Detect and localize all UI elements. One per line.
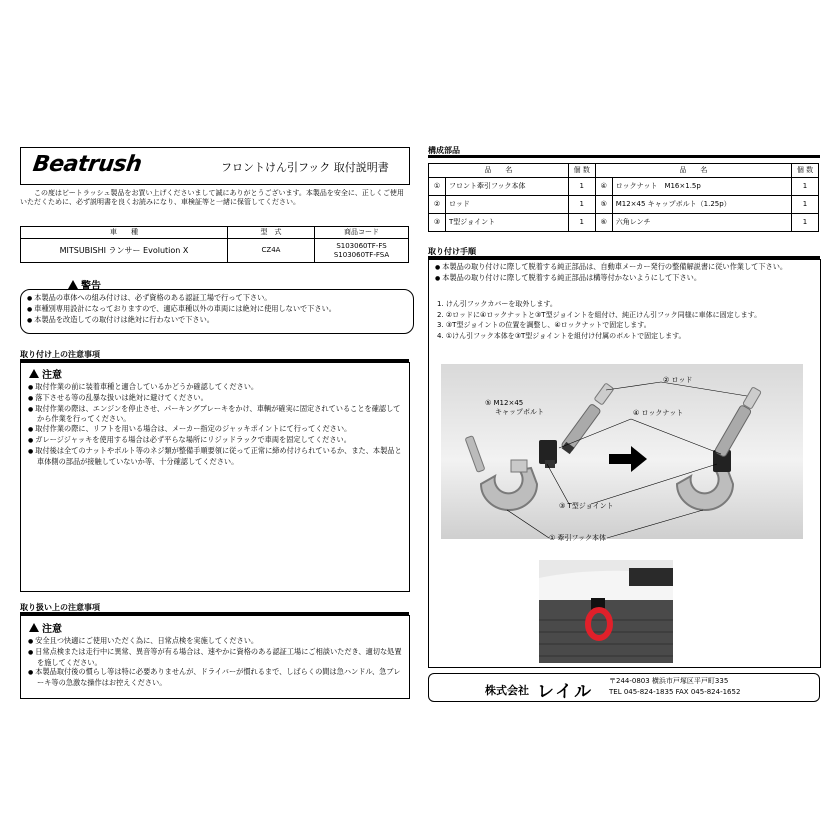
parts-title: 構成部品 (428, 146, 460, 155)
part-qty: 1 (568, 196, 595, 214)
part-qty: 1 (792, 196, 819, 214)
installed-photo (539, 560, 673, 663)
parts-bar (428, 155, 820, 158)
warning-heading-text: 警告 (81, 281, 101, 292)
brand-logo: Beatrush (31, 152, 144, 177)
procedure-step: 1. けん引フックカバーを取外します。 (437, 300, 557, 308)
label-bolt (485, 399, 544, 417)
product-codes (315, 239, 409, 263)
install-note-item: ● ガレージジャッキを使用する場合は必ず平らな場所にリジッドラックで車両を固定してください。 (28, 435, 404, 446)
company-label: 株式会社 (485, 684, 529, 697)
right-arrow-icon (609, 446, 647, 472)
part-no: ④ (595, 178, 612, 196)
warning-box (20, 289, 414, 334)
part-name: ロッド (446, 196, 569, 214)
install-note-item: ● 取付後は全てのナットやボルト等のネジ類が整備手順要領に従って正常に締め付けられているか、また、本製品と車体側の部品が接触していないか等、十分確認してください。 (28, 446, 404, 467)
parts-name-header: 品 名 (595, 164, 791, 178)
handling-notes-title: 取り扱い上の注意事項 (20, 603, 100, 612)
label-hook: ① 牽引フック本体 (549, 534, 607, 542)
part-qty: 1 (792, 178, 819, 196)
part-qty: 1 (568, 214, 595, 232)
procedure-note: ● 本製品の取り付けに際して脱着する純正部品は、自動車メーカー発行の整備解説書に従い作業して下さい。 (435, 262, 817, 273)
caution-triangle-icon (29, 623, 39, 632)
caution-triangle-icon (29, 369, 39, 378)
model-col-header: 型 式 (228, 227, 315, 239)
part-name: フロント牽引フック本体 (446, 178, 569, 196)
handling-caution-text: 注意 (42, 624, 62, 635)
parts-name-header: 品 名 (429, 164, 569, 178)
company-box (428, 673, 820, 702)
parts-row (429, 178, 819, 196)
company-name: レイル (537, 682, 594, 702)
parts-diagram-svg (441, 364, 803, 539)
vehicle-table (20, 226, 409, 263)
vehicle-model: CZ4A (228, 239, 315, 263)
tow-hook-image (481, 460, 537, 510)
label-rod: ② ロッド (663, 376, 693, 384)
part-qty: 1 (568, 178, 595, 196)
label-tjoint: ③ T型ジョイント (559, 502, 614, 510)
procedure-title: 取り付け手順 (428, 247, 476, 256)
procedure-step: 3. ③T型ジョイントの位置を調整し、④ロックナットで固定します。 (437, 321, 651, 329)
part-no: ② (429, 196, 446, 214)
part-name: M12×45 キャップボルト（1.25p） (612, 196, 791, 214)
install-caution-heading (29, 366, 62, 381)
label-bolt-line2: キャップボルト (495, 408, 544, 416)
part-no: ① (429, 178, 446, 196)
rod-image (561, 383, 614, 454)
parts-diagram (441, 364, 803, 542)
company-tel: TEL 045-824-1835 FAX 045-824-1652 (609, 688, 741, 696)
procedure-box (428, 259, 821, 668)
part-no: ⑤ (595, 196, 612, 214)
assembled-hook-image (677, 387, 761, 510)
warning-triangle-icon (68, 280, 78, 289)
procedure-notes (435, 262, 817, 284)
part-qty: 1 (792, 214, 819, 232)
install-notes-box (20, 362, 410, 592)
procedure-step: 2. ②ロッドに④ロックナットと③T型ジョイントを組付け、純正けん引フック同様に車体に固定します。 (437, 310, 762, 319)
install-note-item: ● 取付作業の前に装着車種と適合しているかどうか確認してください。 (28, 382, 404, 393)
handling-notes-box (20, 615, 410, 699)
parts-qty-header: 個 数 (568, 164, 595, 178)
code-col-header: 商品コード (315, 227, 409, 239)
install-caution-text: 注意 (42, 370, 62, 381)
handling-note-item: ● 安全且つ快適にご使用いただく為に、日常点検を実施してください。 (28, 636, 404, 647)
part-no: ⑥ (595, 214, 612, 232)
label-bolt-line1: ⑤ M12×45 (485, 399, 524, 407)
handling-caution-heading (29, 620, 62, 635)
procedure-step: 4. ①けん引フック本体を③T型ジョイントを組付け付属のボルトで固定します。 (437, 331, 686, 340)
part-no: ③ (429, 214, 446, 232)
procedure-note: ● 本製品の取り付けに際して脱着する純正部品は構等付かないようにして下さい。 (435, 273, 817, 284)
install-notes-title: 取り付け上の注意事項 (20, 350, 100, 359)
handling-note-item: ● 本製品取付後の慣らし等は特に必要ありませんが、ドライバーが慣れるまで、しばらくの間は急ハンドル、急ブレーキ等の急激な操作はお控えください。 (28, 667, 404, 688)
label-locknut: ④ ロックナット (633, 409, 684, 417)
vehicle-name: MITSUBISHI ランサー Evolution Ⅹ (21, 239, 228, 263)
warning-item: ● 車種別専用設計になっておりますので、適応車種以外の車両には絶対に使用しないで下さい。 (27, 304, 407, 315)
t-joint-image (539, 440, 557, 468)
handling-note-item: ● 日常点検または走行中に異常、異音等が有る場合は、速やかに資格のある認証工場にご相談いただき、適切な処置を施してください。 (28, 647, 404, 668)
parts-row (429, 196, 819, 214)
handling-notes-list (28, 636, 404, 688)
cap-bolt-image (465, 436, 485, 473)
warning-list (27, 293, 407, 325)
header-box (20, 147, 410, 185)
parts-qty-header: 個 数 (792, 164, 819, 178)
install-note-item: ● 落下させる等の乱暴な扱いは絶対に避けてください。 (28, 393, 404, 404)
part-name: 六角レンチ (612, 214, 791, 232)
intro-text: この度はビートラッシュ製品をお買い上げくださいまして誠にありがとうございます。本製品を安全に、正しくご使用いただくために、必ず説明書を良くお読みになり、車検証等と一緒に保管してください。 (20, 189, 404, 206)
parts-row (429, 214, 819, 232)
installed-photo-svg (539, 560, 673, 663)
parts-table (428, 163, 819, 232)
part-name: ロックナット M16×1.5p (612, 178, 791, 196)
part-name: T型ジョイント (446, 214, 569, 232)
doc-title: フロントけん引フック 取付説明書 (221, 161, 389, 174)
warning-item: ● 本製品の車体への組み付けは、必ず資格のある認証工場で行って下さい。 (27, 293, 407, 304)
company-postal: 〒244-0803 横浜市戸塚区平戸町335 (609, 677, 729, 685)
procedure-steps (437, 299, 815, 341)
install-note-item: ● 取付作業の際に、リフトを用いる場合は、メーカー指定のジャッキポイントにて行ってください。 (28, 424, 404, 435)
install-notes-list (28, 382, 404, 466)
product-code-2: S103060TF-FSA (333, 250, 390, 259)
vehicle-col-header: 車 種 (21, 227, 228, 239)
product-code-1: S103060TF-FS (336, 241, 387, 250)
warning-item: ● 本製品を改造しての取付けは絶対に行わないで下さい。 (27, 315, 407, 326)
install-note-item: ● 取付作業の際は、エンジンを停止させ、パーキングブレーキをかけ、車輌が確実に固定されていることを確認してから作業を行ってください。 (28, 404, 404, 425)
